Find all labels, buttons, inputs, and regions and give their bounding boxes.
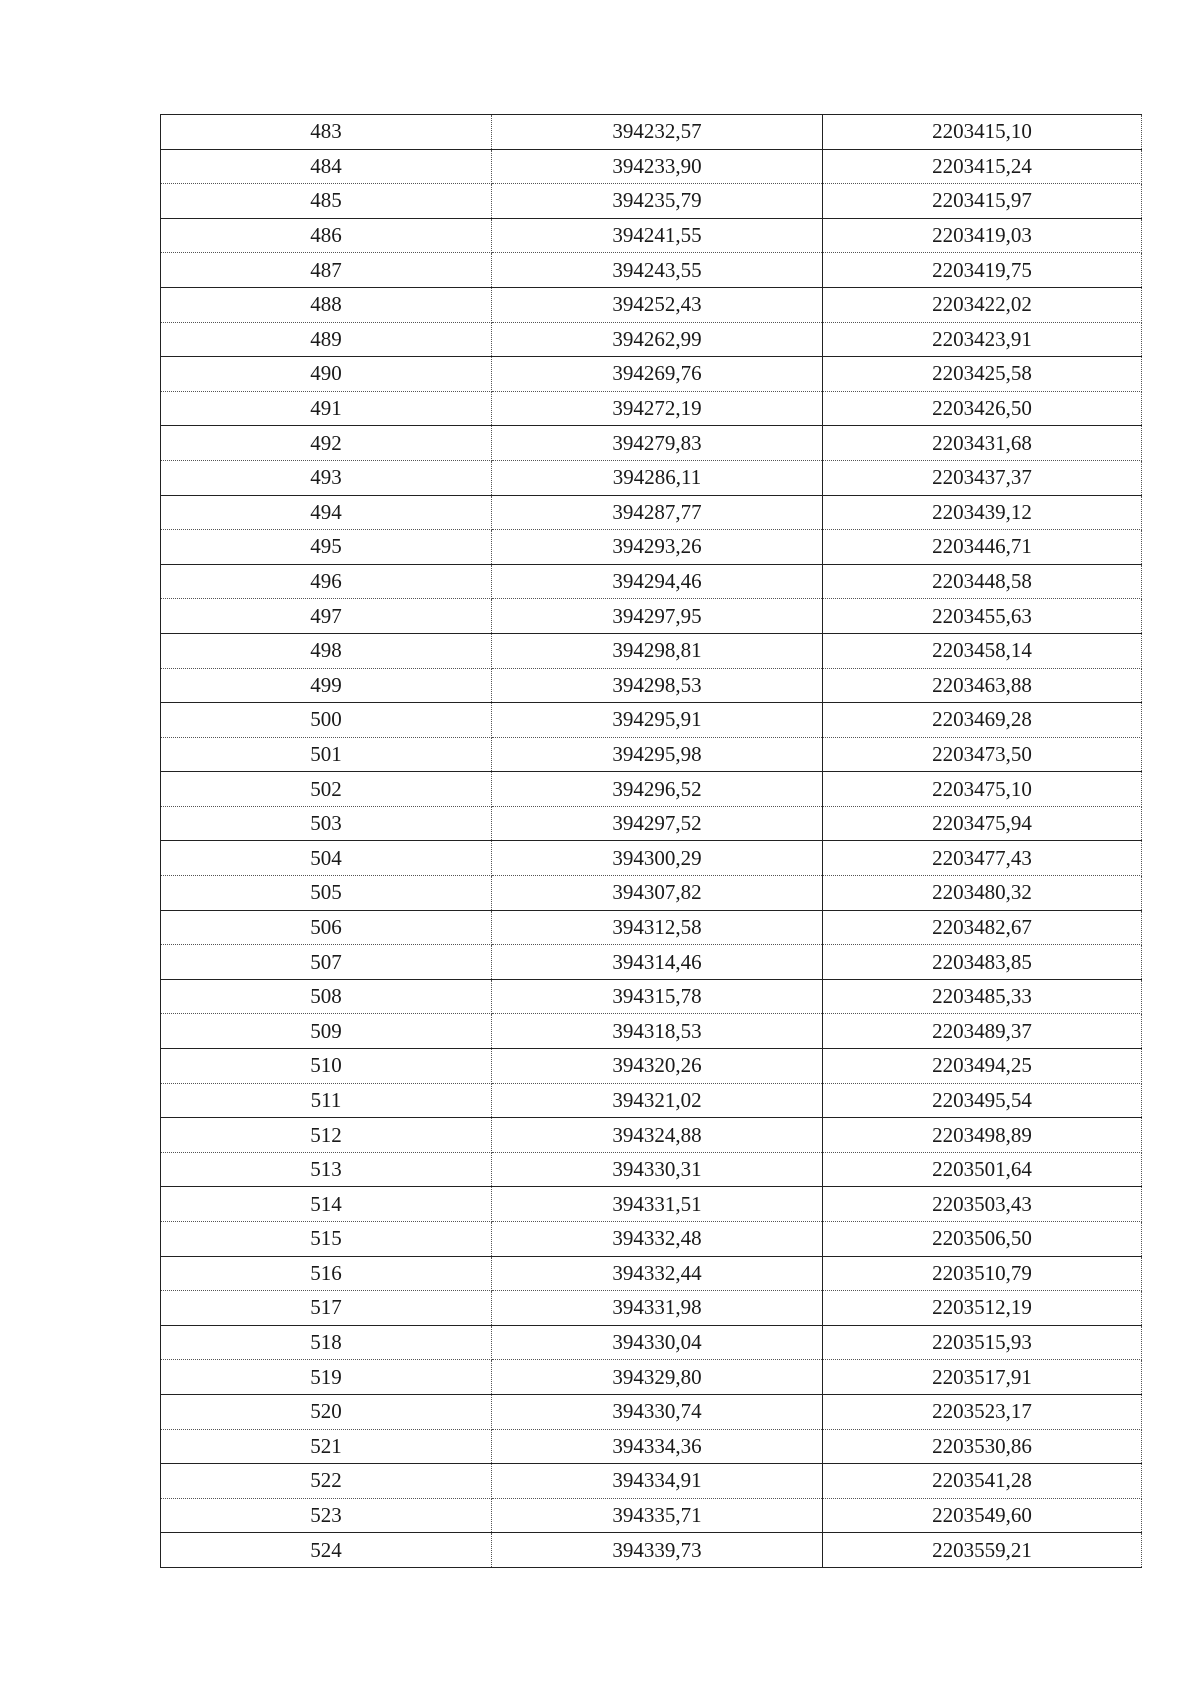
point-number-cell: 515 [161, 1222, 492, 1257]
point-number-cell: 514 [161, 1187, 492, 1222]
point-number-cell: 484 [161, 149, 492, 184]
x-coordinate-cell: 394334,36 [492, 1429, 823, 1464]
table-row [161, 1187, 1142, 1222]
table-row [161, 460, 1142, 495]
point-number-cell: 521 [161, 1429, 492, 1464]
y-coordinate-cell: 2203439,12 [823, 495, 1142, 530]
x-coordinate-cell: 394307,82 [492, 876, 823, 911]
table-row [161, 495, 1142, 530]
table-row [161, 1152, 1142, 1187]
x-coordinate-cell: 394286,11 [492, 460, 823, 495]
point-number-cell: 512 [161, 1118, 492, 1153]
x-coordinate-cell: 394287,77 [492, 495, 823, 530]
x-coordinate-cell: 394330,74 [492, 1394, 823, 1429]
coordinates-table-body [161, 115, 1142, 1568]
y-coordinate-cell: 2203530,86 [823, 1429, 1142, 1464]
x-coordinate-cell: 394235,79 [492, 184, 823, 219]
y-coordinate-cell: 2203512,19 [823, 1291, 1142, 1326]
y-coordinate-cell: 2203455,63 [823, 599, 1142, 634]
table-row [161, 1498, 1142, 1533]
table-row [161, 1394, 1142, 1429]
table-row [161, 1083, 1142, 1118]
x-coordinate-cell: 394295,98 [492, 737, 823, 772]
table-row [161, 910, 1142, 945]
x-coordinate-cell: 394330,31 [492, 1152, 823, 1187]
point-number-cell: 508 [161, 979, 492, 1014]
y-coordinate-cell: 2203475,94 [823, 806, 1142, 841]
point-number-cell: 510 [161, 1049, 492, 1084]
y-coordinate-cell: 2203510,79 [823, 1256, 1142, 1291]
y-coordinate-cell: 2203415,97 [823, 184, 1142, 219]
x-coordinate-cell: 394252,43 [492, 287, 823, 322]
y-coordinate-cell: 2203415,10 [823, 115, 1142, 150]
table-row [161, 1256, 1142, 1291]
point-number-cell: 503 [161, 806, 492, 841]
table-row [161, 1533, 1142, 1568]
point-number-cell: 522 [161, 1464, 492, 1499]
table-row [161, 322, 1142, 357]
point-number-cell: 495 [161, 530, 492, 565]
table-row [161, 876, 1142, 911]
table-row [161, 530, 1142, 565]
y-coordinate-cell: 2203501,64 [823, 1152, 1142, 1187]
y-coordinate-cell: 2203517,91 [823, 1360, 1142, 1395]
x-coordinate-cell: 394321,02 [492, 1083, 823, 1118]
point-number-cell: 511 [161, 1083, 492, 1118]
y-coordinate-cell: 2203506,50 [823, 1222, 1142, 1257]
x-coordinate-cell: 394312,58 [492, 910, 823, 945]
x-coordinate-cell: 394279,83 [492, 426, 823, 461]
coordinates-table [160, 114, 1142, 1568]
table-row [161, 979, 1142, 1014]
y-coordinate-cell: 2203473,50 [823, 737, 1142, 772]
x-coordinate-cell: 394294,46 [492, 564, 823, 599]
table-row [161, 1222, 1142, 1257]
point-number-cell: 486 [161, 218, 492, 253]
table-row [161, 391, 1142, 426]
point-number-cell: 483 [161, 115, 492, 150]
y-coordinate-cell: 2203485,33 [823, 979, 1142, 1014]
y-coordinate-cell: 2203419,75 [823, 253, 1142, 288]
table-row [161, 115, 1142, 150]
x-coordinate-cell: 394297,95 [492, 599, 823, 634]
point-number-cell: 500 [161, 703, 492, 738]
point-number-cell: 491 [161, 391, 492, 426]
table-row [161, 599, 1142, 634]
point-number-cell: 517 [161, 1291, 492, 1326]
x-coordinate-cell: 394332,48 [492, 1222, 823, 1257]
point-number-cell: 496 [161, 564, 492, 599]
x-coordinate-cell: 394320,26 [492, 1049, 823, 1084]
table-row [161, 253, 1142, 288]
y-coordinate-cell: 2203483,85 [823, 945, 1142, 980]
point-number-cell: 488 [161, 287, 492, 322]
y-coordinate-cell: 2203419,03 [823, 218, 1142, 253]
point-number-cell: 509 [161, 1014, 492, 1049]
x-coordinate-cell: 394314,46 [492, 945, 823, 980]
y-coordinate-cell: 2203515,93 [823, 1325, 1142, 1360]
point-number-cell: 490 [161, 357, 492, 392]
y-coordinate-cell: 2203541,28 [823, 1464, 1142, 1499]
point-number-cell: 494 [161, 495, 492, 530]
table-row [161, 772, 1142, 807]
y-coordinate-cell: 2203523,17 [823, 1394, 1142, 1429]
y-coordinate-cell: 2203458,14 [823, 633, 1142, 668]
x-coordinate-cell: 394297,52 [492, 806, 823, 841]
y-coordinate-cell: 2203437,37 [823, 460, 1142, 495]
point-number-cell: 498 [161, 633, 492, 668]
table-row [161, 1118, 1142, 1153]
x-coordinate-cell: 394262,99 [492, 322, 823, 357]
y-coordinate-cell: 2203469,28 [823, 703, 1142, 738]
table-row [161, 287, 1142, 322]
point-number-cell: 513 [161, 1152, 492, 1187]
table-row [161, 737, 1142, 772]
y-coordinate-cell: 2203495,54 [823, 1083, 1142, 1118]
x-coordinate-cell: 394233,90 [492, 149, 823, 184]
point-number-cell: 516 [161, 1256, 492, 1291]
x-coordinate-cell: 394272,19 [492, 391, 823, 426]
table-row [161, 945, 1142, 980]
x-coordinate-cell: 394331,98 [492, 1291, 823, 1326]
x-coordinate-cell: 394318,53 [492, 1014, 823, 1049]
y-coordinate-cell: 2203463,88 [823, 668, 1142, 703]
x-coordinate-cell: 394298,53 [492, 668, 823, 703]
table-row [161, 426, 1142, 461]
point-number-cell: 502 [161, 772, 492, 807]
y-coordinate-cell: 2203423,91 [823, 322, 1142, 357]
table-row [161, 1325, 1142, 1360]
y-coordinate-cell: 2203559,21 [823, 1533, 1142, 1568]
table-row [161, 564, 1142, 599]
y-coordinate-cell: 2203477,43 [823, 841, 1142, 876]
point-number-cell: 492 [161, 426, 492, 461]
table-row [161, 668, 1142, 703]
table-row [161, 184, 1142, 219]
y-coordinate-cell: 2203415,24 [823, 149, 1142, 184]
table-row [161, 841, 1142, 876]
point-number-cell: 519 [161, 1360, 492, 1395]
point-number-cell: 506 [161, 910, 492, 945]
table-row [161, 1464, 1142, 1499]
x-coordinate-cell: 394331,51 [492, 1187, 823, 1222]
table-row [161, 357, 1142, 392]
x-coordinate-cell: 394293,26 [492, 530, 823, 565]
x-coordinate-cell: 394339,73 [492, 1533, 823, 1568]
table-row [161, 1014, 1142, 1049]
table-row [161, 218, 1142, 253]
point-number-cell: 518 [161, 1325, 492, 1360]
point-number-cell: 507 [161, 945, 492, 980]
table-row [161, 633, 1142, 668]
table-row [161, 1291, 1142, 1326]
table-row [161, 1360, 1142, 1395]
x-coordinate-cell: 394298,81 [492, 633, 823, 668]
point-number-cell: 499 [161, 668, 492, 703]
x-coordinate-cell: 394241,55 [492, 218, 823, 253]
y-coordinate-cell: 2203426,50 [823, 391, 1142, 426]
point-number-cell: 485 [161, 184, 492, 219]
x-coordinate-cell: 394330,04 [492, 1325, 823, 1360]
x-coordinate-cell: 394232,57 [492, 115, 823, 150]
y-coordinate-cell: 2203448,58 [823, 564, 1142, 599]
y-coordinate-cell: 2203482,67 [823, 910, 1142, 945]
x-coordinate-cell: 394269,76 [492, 357, 823, 392]
x-coordinate-cell: 394296,52 [492, 772, 823, 807]
x-coordinate-cell: 394329,80 [492, 1360, 823, 1395]
table-row [161, 703, 1142, 738]
y-coordinate-cell: 2203498,89 [823, 1118, 1142, 1153]
y-coordinate-cell: 2203480,32 [823, 876, 1142, 911]
table-row [161, 149, 1142, 184]
x-coordinate-cell: 394315,78 [492, 979, 823, 1014]
x-coordinate-cell: 394295,91 [492, 703, 823, 738]
point-number-cell: 524 [161, 1533, 492, 1568]
table-row [161, 1429, 1142, 1464]
x-coordinate-cell: 394243,55 [492, 253, 823, 288]
point-number-cell: 501 [161, 737, 492, 772]
y-coordinate-cell: 2203503,43 [823, 1187, 1142, 1222]
point-number-cell: 504 [161, 841, 492, 876]
y-coordinate-cell: 2203494,25 [823, 1049, 1142, 1084]
point-number-cell: 487 [161, 253, 492, 288]
x-coordinate-cell: 394300,29 [492, 841, 823, 876]
point-number-cell: 493 [161, 460, 492, 495]
y-coordinate-cell: 2203425,58 [823, 357, 1142, 392]
y-coordinate-cell: 2203431,68 [823, 426, 1142, 461]
x-coordinate-cell: 394332,44 [492, 1256, 823, 1291]
point-number-cell: 505 [161, 876, 492, 911]
point-number-cell: 497 [161, 599, 492, 634]
point-number-cell: 520 [161, 1394, 492, 1429]
x-coordinate-cell: 394335,71 [492, 1498, 823, 1533]
point-number-cell: 489 [161, 322, 492, 357]
table-row [161, 806, 1142, 841]
x-coordinate-cell: 394324,88 [492, 1118, 823, 1153]
y-coordinate-cell: 2203475,10 [823, 772, 1142, 807]
point-number-cell: 523 [161, 1498, 492, 1533]
y-coordinate-cell: 2203489,37 [823, 1014, 1142, 1049]
table-row [161, 1049, 1142, 1084]
y-coordinate-cell: 2203446,71 [823, 530, 1142, 565]
y-coordinate-cell: 2203422,02 [823, 287, 1142, 322]
x-coordinate-cell: 394334,91 [492, 1464, 823, 1499]
y-coordinate-cell: 2203549,60 [823, 1498, 1142, 1533]
